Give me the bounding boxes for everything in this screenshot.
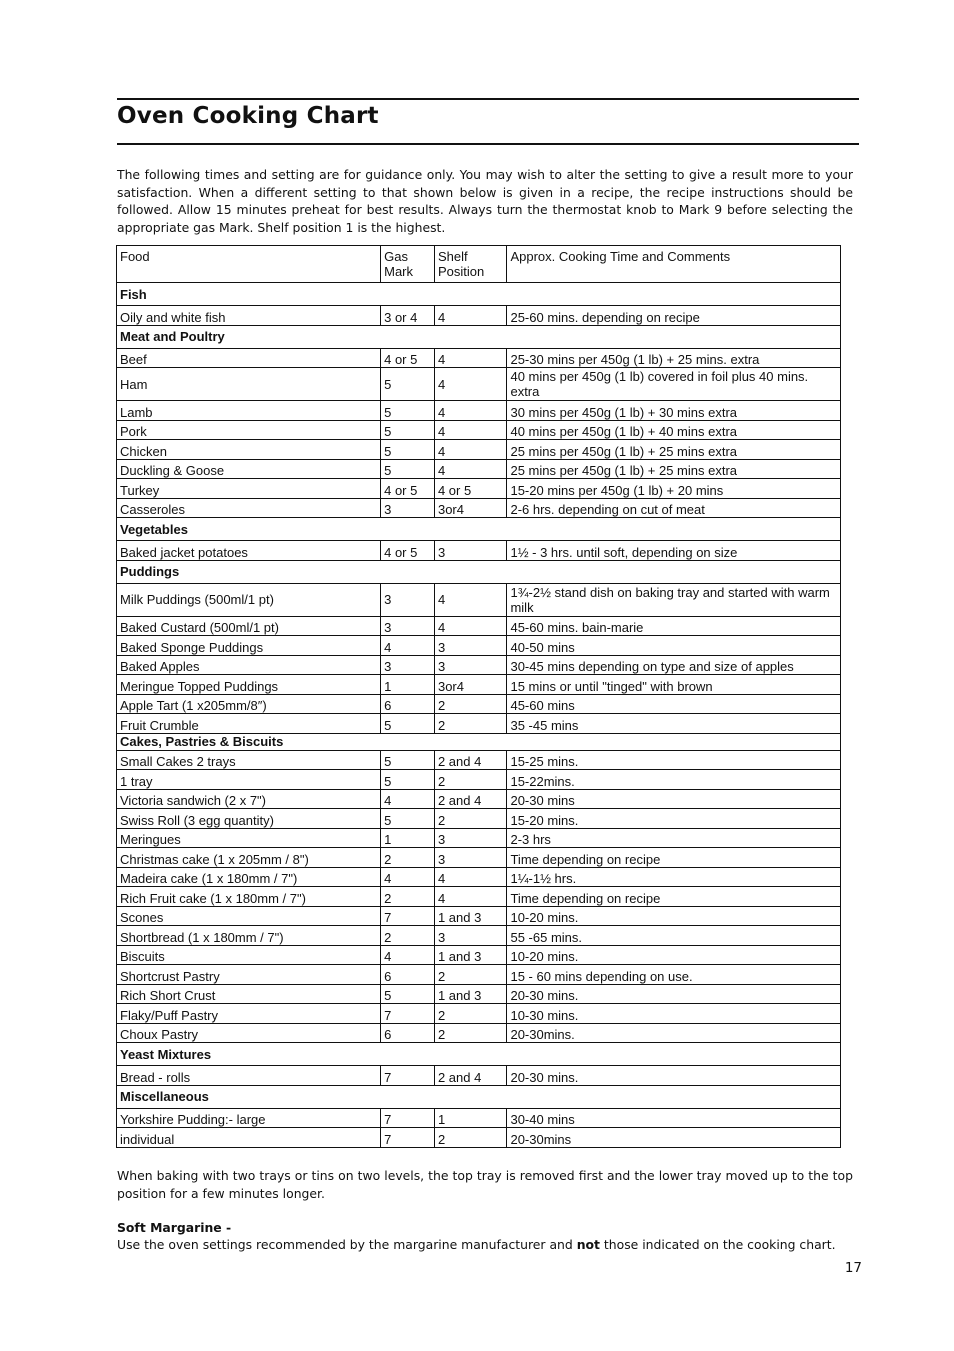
gas-mark-cell: 5 <box>381 420 435 440</box>
gas-mark-cell: 3 <box>381 583 435 616</box>
gas-mark-cell: 4 or 5 <box>381 479 435 499</box>
cooking-time-cell: 2-3 hrs <box>507 828 841 848</box>
gas-mark-cell: 4 <box>381 789 435 809</box>
shelf-position-cell: 2 <box>434 1023 507 1043</box>
section-heading: Cakes, Pastries & Biscuits <box>117 733 841 750</box>
gas-mark-cell: 2 <box>381 926 435 946</box>
cooking-time-cell: 20-30 mins <box>507 789 841 809</box>
cooking-time-cell: Time depending on recipe <box>507 848 841 868</box>
table-row <box>117 906 841 926</box>
gas-mark-cell: 3 or 4 <box>381 306 435 326</box>
table-row <box>117 583 841 616</box>
gas-mark-cell: 5 <box>381 714 435 734</box>
gas-mark-cell: 5 <box>381 459 435 479</box>
section-heading: Miscellaneous <box>117 1085 841 1108</box>
shelf-position-cell: 2 <box>434 1004 507 1024</box>
shelf-position-cell: 4 <box>434 420 507 440</box>
gas-mark-cell: 4 <box>381 945 435 965</box>
shelf-position-cell: 2 <box>434 694 507 714</box>
gas-mark-cell: 7 <box>381 1128 435 1148</box>
margarine-note <box>117 1236 853 1254</box>
table-row <box>117 965 841 985</box>
cooking-time-cell: 20-30 mins. <box>507 1066 841 1086</box>
cooking-time-cell: 30-45 mins depending on type and size of apples <box>507 655 841 675</box>
intro-paragraph: The following times and setting are for guidance only. You may wish to alter the setting to give a result more to your satisfaction. When a different setting to that shown below is given in a recipe, the recipe instructions should be followed. Allow 15 minutes preheat for best results. Always turn the thermostat knob to Mark 9 before selecting the appropriate gas Mark. Shelf position 1 is the highest. <box>117 167 853 235</box>
table-row <box>117 867 841 887</box>
gas-mark-cell: 6 <box>381 694 435 714</box>
cooking-time-cell: 55 -65 mins. <box>507 926 841 946</box>
section-heading: Puddings <box>117 560 841 583</box>
gas-mark-cell: 7 <box>381 906 435 926</box>
gas-mark-cell: 5 <box>381 770 435 790</box>
gas-mark-cell: 5 <box>381 368 435 401</box>
gas-mark-cell: 5 <box>381 440 435 460</box>
cooking-time-cell: 25-60 mins. depending on recipe <box>507 306 841 326</box>
food-cell: Rich Fruit cake (1 x 180mm / 7") <box>117 887 381 907</box>
shelf-position-cell: 2 and 4 <box>434 750 507 770</box>
food-cell: Beef <box>117 348 381 368</box>
shelf-position-cell: 4 <box>434 867 507 887</box>
cooking-time-cell: 30-40 mins <box>507 1108 841 1128</box>
shelf-position-cell: 4 or 5 <box>434 479 507 499</box>
shelf-position-cell: 4 <box>434 348 507 368</box>
table-row <box>117 636 841 656</box>
cooking-time-cell: 25 mins per 450g (1 lb) + 25 mins extra <box>507 459 841 479</box>
header-cooking-time: Approx. Cooking Time and Comments <box>507 246 841 283</box>
table-row <box>117 1128 841 1148</box>
cooking-time-cell: 40-50 mins <box>507 636 841 656</box>
gas-mark-cell: 4 <box>381 636 435 656</box>
section-heading: Vegetables <box>117 518 841 541</box>
cooking-time-cell: 15 mins or until "tinged" with brown <box>507 675 841 695</box>
table-row <box>117 1066 841 1086</box>
food-cell: Pork <box>117 420 381 440</box>
table-row <box>117 887 841 907</box>
food-cell: Swiss Roll (3 egg quantity) <box>117 809 381 829</box>
gas-mark-cell: 3 <box>381 498 435 518</box>
shelf-position-cell: 2 <box>434 1128 507 1148</box>
table-row <box>117 1023 841 1043</box>
shelf-position-cell: 4 <box>434 616 507 636</box>
table-row <box>117 479 841 499</box>
food-cell: Casseroles <box>117 498 381 518</box>
shelf-position-cell: 4 <box>434 887 507 907</box>
food-cell: Lamb <box>117 401 381 421</box>
section-row <box>117 325 841 348</box>
table-row <box>117 750 841 770</box>
gas-mark-cell: 3 <box>381 655 435 675</box>
cooking-time-cell: 20-30mins. <box>507 1023 841 1043</box>
cooking-time-cell: 15-20 mins per 450g (1 lb) + 20 mins <box>507 479 841 499</box>
food-cell: Shortcrust Pastry <box>117 965 381 985</box>
shelf-position-cell: 3 <box>434 848 507 868</box>
section-row <box>117 560 841 583</box>
table-row <box>117 926 841 946</box>
cooking-time-cell: 25-30 mins per 450g (1 lb) + 25 mins. extra <box>507 348 841 368</box>
gas-mark-cell: 7 <box>381 1004 435 1024</box>
cooking-time-cell: 45-60 mins <box>507 694 841 714</box>
table-row <box>117 1004 841 1024</box>
shelf-position-cell: 2 and 4 <box>434 789 507 809</box>
shelf-position-cell: 3 <box>434 828 507 848</box>
gas-mark-cell: 4 or 5 <box>381 541 435 561</box>
shelf-position-cell: 1 <box>434 1108 507 1128</box>
shelf-position-cell: 3or4 <box>434 675 507 695</box>
table-row <box>117 675 841 695</box>
cooking-time-cell: 2-6 hrs. depending on cut of meat <box>507 498 841 518</box>
shelf-position-cell: 4 <box>434 583 507 616</box>
table-row <box>117 714 841 734</box>
shelf-position-cell: 1 and 3 <box>434 906 507 926</box>
cooking-time-cell: 1¾-2½ stand dish on baking tray and started with warm milk <box>507 583 841 616</box>
title-rule-top <box>117 98 859 100</box>
table-row <box>117 368 841 401</box>
margarine-text-after: those indicated on the cooking chart. <box>599 1237 836 1252</box>
section-heading: Meat and Poultry <box>117 325 841 348</box>
page-title: Oven Cooking Chart <box>117 103 379 129</box>
header-food: Food <box>117 246 381 283</box>
food-cell: Yorkshire Pudding:- large <box>117 1108 381 1128</box>
food-cell: Duckling & Goose <box>117 459 381 479</box>
shelf-position-cell: 4 <box>434 440 507 460</box>
cooking-time-cell: 45-60 mins. bain-marie <box>507 616 841 636</box>
cooking-chart-table <box>116 245 841 1148</box>
shelf-position-cell: 2 <box>434 770 507 790</box>
table-row <box>117 1108 841 1128</box>
table-row <box>117 984 841 1004</box>
shelf-position-cell: 2 <box>434 809 507 829</box>
food-cell: Baked Sponge Puddings <box>117 636 381 656</box>
cooking-chart-body <box>117 246 841 1148</box>
food-cell: Turkey <box>117 479 381 499</box>
shelf-position-cell: 3 <box>434 926 507 946</box>
section-row <box>117 283 841 306</box>
table-header-row <box>117 246 841 283</box>
cooking-time-cell: 1½ - 3 hrs. until soft, depending on size <box>507 541 841 561</box>
cooking-time-cell: 25 mins per 450g (1 lb) + 25 mins extra <box>507 440 841 460</box>
food-cell: Choux Pastry <box>117 1023 381 1043</box>
header-gas-mark: Gas Mark <box>381 246 435 283</box>
gas-mark-cell: 2 <box>381 887 435 907</box>
shelf-position-cell: 3 <box>434 541 507 561</box>
table-row <box>117 420 841 440</box>
table-row <box>117 848 841 868</box>
table-row <box>117 498 841 518</box>
table-row <box>117 401 841 421</box>
shelf-position-cell: 2 <box>434 965 507 985</box>
cooking-time-cell: 15-25 mins. <box>507 750 841 770</box>
gas-mark-cell: 7 <box>381 1108 435 1128</box>
food-cell: Scones <box>117 906 381 926</box>
margarine-text-bold: not <box>576 1237 600 1252</box>
title-rule-bottom <box>117 143 859 145</box>
table-row <box>117 440 841 460</box>
baking-note: When baking with two trays or tins on two levels, the top tray is removed first and the lower tray moved up to the top position for a few minutes longer. <box>117 1168 853 1201</box>
gas-mark-cell: 4 or 5 <box>381 348 435 368</box>
cooking-time-cell: 15-22mins. <box>507 770 841 790</box>
cooking-time-cell: 10-20 mins. <box>507 945 841 965</box>
section-row <box>117 1085 841 1108</box>
food-cell: Flaky/Puff Pastry <box>117 1004 381 1024</box>
gas-mark-cell: 5 <box>381 809 435 829</box>
gas-mark-cell: 4 <box>381 867 435 887</box>
table-row <box>117 809 841 829</box>
gas-mark-cell: 5 <box>381 401 435 421</box>
page-number: 17 <box>844 1260 862 1276</box>
shelf-position-cell: 1 and 3 <box>434 945 507 965</box>
section-heading: Yeast Mixtures <box>117 1043 841 1066</box>
shelf-position-cell: 4 <box>434 368 507 401</box>
table-row <box>117 694 841 714</box>
food-cell: Rich Short Crust <box>117 984 381 1004</box>
cooking-time-cell: 40 mins per 450g (1 lb) covered in foil plus 40 mins. extra <box>507 368 841 401</box>
food-cell: Meringues <box>117 828 381 848</box>
cooking-time-cell: 15-20 mins. <box>507 809 841 829</box>
food-cell: individual <box>117 1128 381 1148</box>
table-row <box>117 789 841 809</box>
shelf-position-cell: 4 <box>434 401 507 421</box>
food-cell: Fruit Crumble <box>117 714 381 734</box>
shelf-position-cell: 3 <box>434 655 507 675</box>
shelf-position-cell: 2 <box>434 714 507 734</box>
gas-mark-cell: 5 <box>381 750 435 770</box>
table-row <box>117 306 841 326</box>
food-cell: Ham <box>117 368 381 401</box>
table-row <box>117 655 841 675</box>
gas-mark-cell: 1 <box>381 675 435 695</box>
cooking-time-cell: 10-20 mins. <box>507 906 841 926</box>
food-cell: Meringue Topped Puddings <box>117 675 381 695</box>
food-cell: Baked Apples <box>117 655 381 675</box>
section-row <box>117 518 841 541</box>
food-cell: Christmas cake (1 x 205mm / 8") <box>117 848 381 868</box>
cooking-time-cell: 1¼-1½ hrs. <box>507 867 841 887</box>
food-cell: 1 tray <box>117 770 381 790</box>
table-row <box>117 459 841 479</box>
cooking-time-cell: 40 mins per 450g (1 lb) + 40 mins extra <box>507 420 841 440</box>
food-cell: Oily and white fish <box>117 306 381 326</box>
gas-mark-cell: 7 <box>381 1066 435 1086</box>
gas-mark-cell: 6 <box>381 1023 435 1043</box>
cooking-time-cell: 20-30 mins. <box>507 984 841 1004</box>
food-cell: Bread - rolls <box>117 1066 381 1086</box>
shelf-position-cell: 2 and 4 <box>434 1066 507 1086</box>
table-row <box>117 348 841 368</box>
food-cell: Baked Custard (500ml/1 pt) <box>117 616 381 636</box>
cooking-time-cell: 35 -45 mins <box>507 714 841 734</box>
food-cell: Milk Puddings (500ml/1 pt) <box>117 583 381 616</box>
cooking-time-cell: 20-30mins <box>507 1128 841 1148</box>
food-cell: Shortbread (1 x 180mm / 7") <box>117 926 381 946</box>
gas-mark-cell: 5 <box>381 984 435 1004</box>
table-row <box>117 616 841 636</box>
shelf-position-cell: 1 and 3 <box>434 984 507 1004</box>
cooking-time-cell: 10-30 mins. <box>507 1004 841 1024</box>
table-row <box>117 945 841 965</box>
cooking-time-cell: Time depending on recipe <box>507 887 841 907</box>
shelf-position-cell: 4 <box>434 306 507 326</box>
shelf-position-cell: 4 <box>434 459 507 479</box>
food-cell: Madeira cake (1 x 180mm / 7") <box>117 867 381 887</box>
cooking-time-cell: 15 - 60 mins depending on use. <box>507 965 841 985</box>
header-shelf-position: Shelf Position <box>434 246 507 283</box>
food-cell: Chicken <box>117 440 381 460</box>
margarine-heading: Soft Margarine - <box>117 1220 232 1235</box>
shelf-position-cell: 3or4 <box>434 498 507 518</box>
gas-mark-cell: 1 <box>381 828 435 848</box>
table-row <box>117 541 841 561</box>
cooking-time-cell: 30 mins per 450g (1 lb) + 30 mins extra <box>507 401 841 421</box>
food-cell: Baked jacket potatoes <box>117 541 381 561</box>
food-cell: Apple Tart (1 x205mm/8″) <box>117 694 381 714</box>
food-cell: Biscuits <box>117 945 381 965</box>
table-row <box>117 828 841 848</box>
gas-mark-cell: 3 <box>381 616 435 636</box>
gas-mark-cell: 2 <box>381 848 435 868</box>
section-row <box>117 733 841 750</box>
shelf-position-cell: 3 <box>434 636 507 656</box>
margarine-text-before: Use the oven settings recommended by the margarine manufacturer and <box>117 1237 577 1252</box>
food-cell: Victoria sandwich (2 x 7") <box>117 789 381 809</box>
food-cell: Small Cakes 2 trays <box>117 750 381 770</box>
table-row <box>117 770 841 790</box>
section-heading: Fish <box>117 283 841 306</box>
section-row <box>117 1043 841 1066</box>
gas-mark-cell: 6 <box>381 965 435 985</box>
